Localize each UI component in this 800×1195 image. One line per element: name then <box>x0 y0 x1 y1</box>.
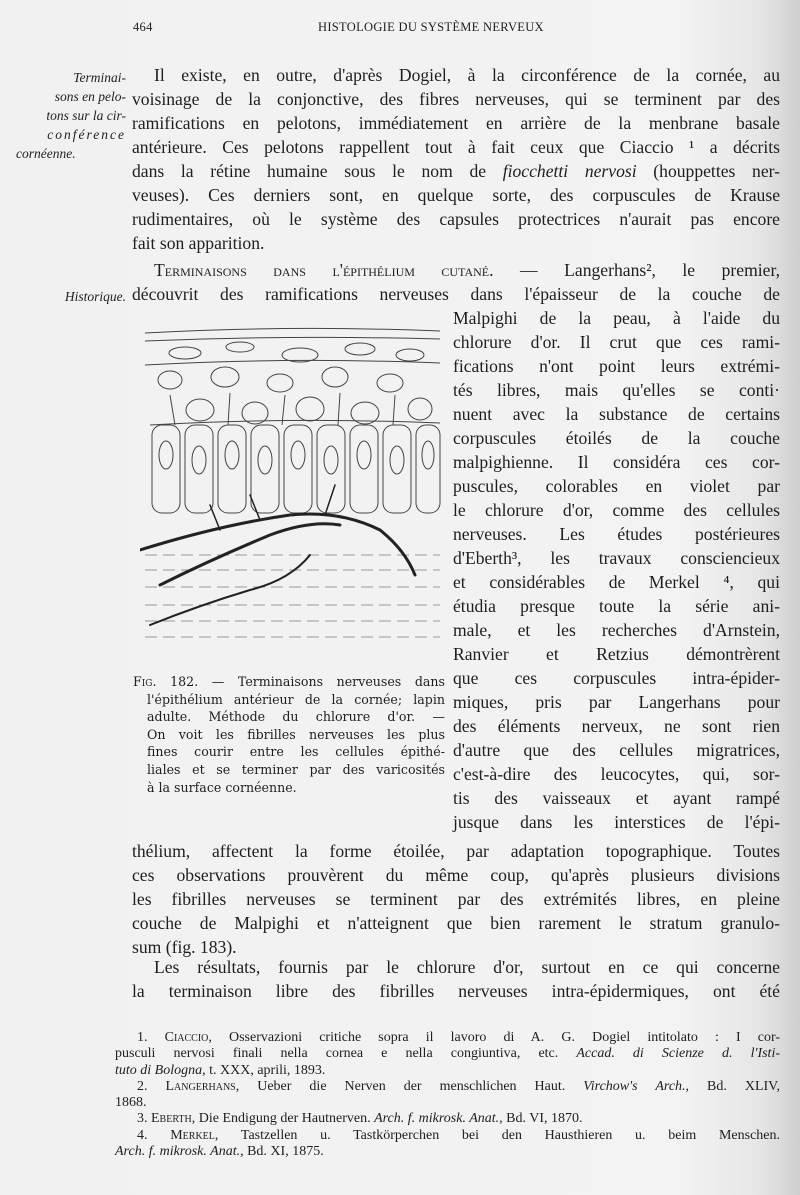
text-line: thélium, affectent la forme étoilée, par adaptation topographique. Toutes <box>132 841 780 861</box>
footnotes <box>115 1030 780 1160</box>
text-line: c'est-à-dire des leucocytes, qui, sor- <box>453 764 780 784</box>
figure-182-illustration <box>140 325 445 660</box>
paragraph-2-full <box>132 258 780 306</box>
small-caps-text: Eberth <box>151 1111 192 1127</box>
text-line: fines courir entre les cellules épithé- <box>147 744 445 760</box>
paragraph-2-right-column <box>453 306 780 834</box>
text-line <box>132 159 780 183</box>
text-line <box>115 1063 780 1079</box>
text-line: jusque dans les interstices de l'épi- <box>453 812 780 832</box>
text-segment: , Osservazioni critiche sopra il lavoro di A. G. Dogiel intitolato : I cor- <box>208 1030 781 1045</box>
text-segment: — Terminaisons nerveuses dans <box>198 674 445 689</box>
small-caps-text: Langerhans <box>165 1078 236 1094</box>
text-segment: (houppettes ner- <box>636 161 780 181</box>
text-line <box>115 1079 780 1095</box>
text-line: les fibrilles nerveuses se terminent par des extrémités libres, en pleine <box>132 889 780 909</box>
text-line <box>115 1111 780 1127</box>
figure-caption <box>133 673 445 796</box>
margin-note-line: tons sur la cir- <box>46 108 126 123</box>
text-line: miques, pris par Langerhans pour <box>453 692 780 712</box>
text-line: Les résultats, fournis par le chlorure d'or, surtout en ce qui concerne <box>154 957 780 977</box>
text-line: Malpighi de la peau, à l'aide du <box>453 308 780 328</box>
text-line: veuses). Ces derniers sont, en quelque sorte, des corpuscules de Krause <box>132 185 780 205</box>
text-line: tés libres, mais qu'elles se conti· <box>453 380 780 400</box>
margin-note-terminaisons <box>8 68 126 163</box>
text-line <box>132 258 780 282</box>
page-number: 464 <box>133 20 153 34</box>
text-line: adulte. Méthode du chlorure d'or. — <box>147 709 445 725</box>
text-line: ces observations prouvèrent du même coup, qu'après plusieurs divisions <box>132 865 780 885</box>
text-segment: , t. XXX, aprili, 1893. <box>202 1062 326 1078</box>
text-line: malpighienne. Il considéra ces cor- <box>453 452 780 472</box>
text-segment: , Ueber die Nerven der menschlichen Haut. <box>235 1078 584 1094</box>
text-line: découvrit des ramifications nerveuses dans l'épaisseur de la couche de <box>132 284 780 304</box>
text-line: l'épithélium antérieur de la cornée; lapin <box>147 691 445 707</box>
text-line: rudimentaires, où le système des capsules protectrices n'aurait pas encore <box>132 209 780 229</box>
text-line: On voit les fibrilles nerveuses les plus <box>147 726 445 742</box>
text-segment: 4. <box>137 1127 171 1143</box>
italic-text: Virchow's Arch. <box>583 1078 686 1094</box>
text-segment: — Langerhans², le premier, <box>493 260 780 280</box>
text-line: voisinage de la conjonctive, des fibres nerveuses, qui se terminent par des <box>132 89 780 109</box>
text-line: des éléments nerveux, ne sont rien <box>453 716 780 736</box>
text-line <box>133 673 445 691</box>
text-segment: 1. <box>137 1030 165 1045</box>
text-line: corpuscules étoilés de la couche <box>453 428 780 448</box>
text-segment: pusculi nervosi finali nella cornea e nella congiuntiva, etc. <box>115 1046 577 1062</box>
text-line: à la surface cornéenne. <box>147 779 297 795</box>
text-line: liales et se terminer par des varicosités <box>147 761 445 777</box>
text-segment: , Bd. XI, 1875. <box>240 1144 324 1160</box>
text-line <box>115 1030 780 1046</box>
text-line: d'Eberth³, les travaux consciencieux <box>453 548 780 568</box>
text-segment: , Tastzellen u. Tastkörperchen bei den Hausthieren u. beim Menschen. <box>214 1127 781 1143</box>
italic-text: Arch. f. mikrosk. Anat. <box>115 1144 241 1160</box>
text-line: Il existe, en outre, d'après Dogiel, à la circonférence de la cornée, au <box>154 65 780 85</box>
small-caps-text: Merkel <box>170 1127 215 1143</box>
running-title: HISTOLOGIE DU SYSTÈME NERVEUX <box>318 20 544 34</box>
text-line: sum (fig. 183). <box>132 937 237 957</box>
margin-note-line: conférence <box>47 127 126 142</box>
small-caps-text: Ciaccio <box>164 1030 209 1045</box>
text-line: tis des vaisseaux et ayant rampé <box>453 788 780 808</box>
text-line: la terminaison libre des fibrilles nerveuses intra-épidermiques, ont été <box>132 981 780 1001</box>
small-caps-text: Fig. 182. <box>133 674 199 689</box>
italic-text: tuto di Bologna <box>115 1062 203 1078</box>
small-caps-text: Terminaisons dans l'épithélium cutané. <box>154 260 494 280</box>
paragraph-3 <box>132 955 780 1003</box>
text-line: 1868. <box>115 1095 147 1111</box>
paragraph-2-end <box>132 839 780 959</box>
text-line: male, et les recherches d'Arnstein, <box>453 620 780 640</box>
text-line: fait son apparition. <box>132 233 265 253</box>
margin-note-line: Terminai- <box>73 70 126 85</box>
text-line: et considérables de Merkel ⁴, qui <box>453 572 780 592</box>
text-segment: dans la rétine humaine sous le nom de <box>132 161 503 181</box>
text-line: chlorure d'or. Il crut que ces rami- <box>453 332 780 352</box>
text-segment: , Die Endigung der Hautnerven. <box>191 1111 375 1127</box>
text-line: fications n'ont point leurs extrémi- <box>453 356 780 376</box>
text-line: ramifications en pelotons, immédiatement en arrière de la menbrane basale <box>132 113 780 133</box>
text-line: d'autre que des cellules migratrices, <box>453 740 780 760</box>
text-line: nerveuses. Les études postérieures <box>453 524 780 544</box>
text-segment: 2. <box>137 1078 166 1094</box>
margin-note-line: cornéenne. <box>16 146 76 161</box>
text-segment: , Bd. XLIV, <box>685 1078 780 1094</box>
italic-text: Accad. di Scienze d. l'Isti- <box>576 1046 780 1062</box>
text-segment: 3. <box>137 1111 151 1127</box>
text-line: antérieure. Ces pelotons rappellent tout à fait ceux que Ciaccio ¹ a décrits <box>132 137 780 157</box>
text-line: Ranvier et Retzius démontrèrent <box>453 644 780 664</box>
text-line: que ces corpuscules intra-épider- <box>453 668 780 688</box>
text-line: nuent avec la substance de certains <box>453 404 780 424</box>
italic-text: Arch. f. mikrosk. Anat. <box>374 1111 500 1127</box>
text-line: étudia presque toute la série ani- <box>453 596 780 616</box>
text-segment: , Bd. VI, 1870. <box>499 1111 583 1127</box>
italic-text: fiocchetti nervosi <box>502 161 637 181</box>
margin-note-line: sons en pelo- <box>54 89 126 104</box>
text-line: puscules, colorables en violet par <box>453 476 780 496</box>
text-line: le chlorure d'or, comme des cellules <box>453 500 780 520</box>
text-line <box>115 1128 780 1144</box>
text-line <box>115 1144 780 1160</box>
text-line: couche de Malpighi et n'atteignent que bien rarement le stratum granulo- <box>132 913 780 933</box>
margin-note-historique: Historique. <box>64 289 126 304</box>
text-line <box>115 1046 780 1062</box>
paragraph-1 <box>132 63 780 255</box>
